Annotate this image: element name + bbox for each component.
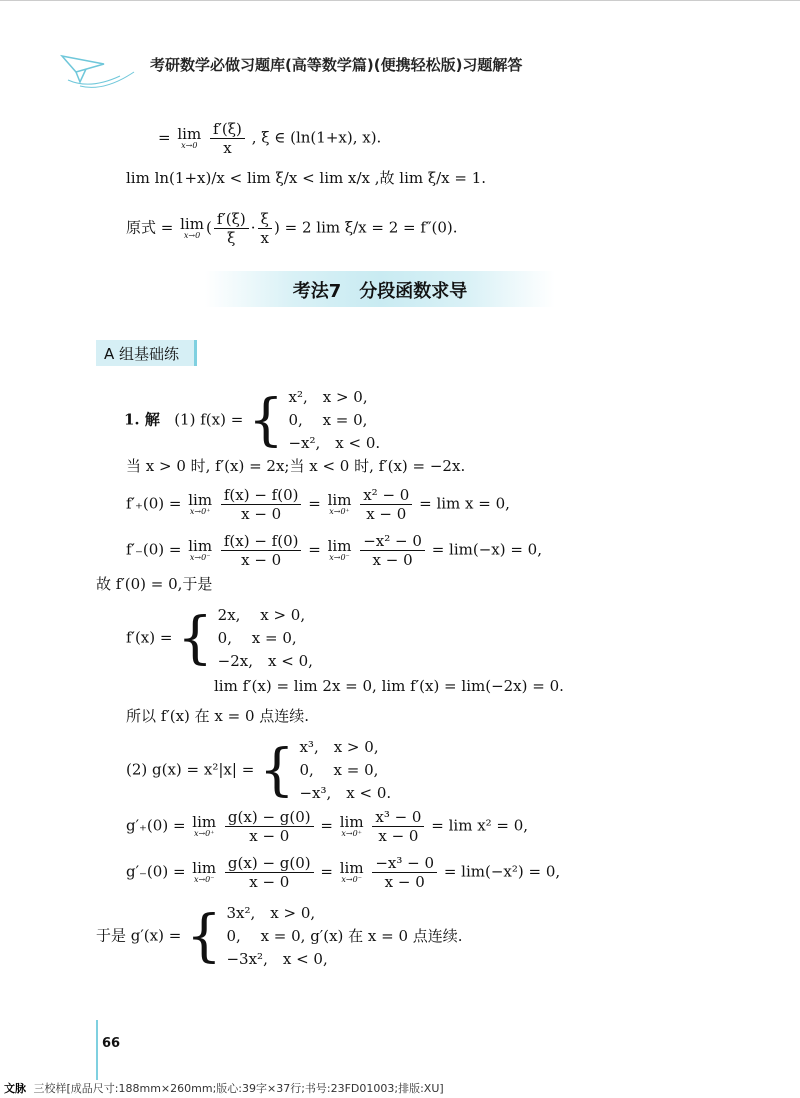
- page-number-bar: [96, 1020, 98, 1080]
- equation-line-3: 原式 = lim x→0 ( $\frac{f'(\xi)}{\xi}$ · $\frac{\xi}{x}$ ) = 2 lim ξ/x = 2 = f″(0).: [126, 210, 458, 247]
- part1-definition: [124, 386, 380, 455]
- subsection-title: A 组基础练: [104, 345, 180, 363]
- inequality-chain: lim ln(1+x)/x < lim ξ/x < lim x/x ,故 lim ξ/x = 1.: [126, 169, 487, 187]
- left-derivative-g: g′₋(0) = lim x→0⁻ $\frac{g(x) - g(0)}{x - 0}$ = lim x→0⁻ $\frac{\text{−x³ − 0}}{x - 0}$ = lim(−x²) = 0,: [126, 854, 561, 891]
- equation-line-1: [158, 120, 381, 157]
- footer-info: 三校样[成品尺寸:188mm×260mm;版心:39字×37行;书号:23FD01003;排版:XU]: [33, 1082, 444, 1095]
- fprime-definition: f′(x) = { 2x, x > 0, 0, x = 0, −2x, x < 0,: [126, 605, 313, 671]
- fraction: $\frac{f'(\xi)}{x}$: [210, 120, 245, 157]
- running-header: [60, 50, 760, 90]
- page-number: 66: [102, 1036, 121, 1051]
- left-derivative-f: f′₋(0) = lim x→0⁻ $\frac{f(x) - f(0)}{x - 0}$ = lim x→0⁻ $\frac{\text{−x² − 0}}{x - 0}$ = lim(−x) = 0,: [126, 532, 542, 569]
- section-title: 考法7 分段函数求导: [292, 281, 468, 302]
- case-row: 0, x = 0,: [288, 411, 368, 429]
- derivative-cases-text: 当 x > 0 时, f′(x) = 2x;当 x < 0 时, f′(x) = −2x.: [126, 457, 466, 475]
- subsection-tag: [96, 340, 197, 366]
- gprime-definition: 于是 g′(x) = { 3x², x > 0, 0, x = 0, g′(x) 在 x = 0 点连续. −3x², x < 0,: [96, 903, 463, 969]
- header-title: 考研数学必做习题库(高等数学篇)(便携轻松版)习题解答: [150, 56, 523, 74]
- part2-definition: (2) g(x) = x²|x| = { x³, x > 0, 0, x = 0, −x³, x < 0.: [126, 737, 392, 803]
- equation-tail: = 2 lim ξ/x = 2 = f″(0).: [284, 218, 458, 237]
- solution-label: 1. 解: [124, 410, 160, 429]
- case-row: −x², x < 0.: [288, 434, 381, 452]
- original-expression-label: 原式: [126, 218, 157, 237]
- paper-plane-icon: [60, 50, 140, 90]
- conclusion-line-1: 故 f′(0) = 0,于是: [96, 575, 213, 593]
- equation-line-2: [126, 168, 486, 188]
- function-def: (1) f(x) =: [174, 410, 244, 429]
- limit-operator: lim x→0: [177, 124, 202, 150]
- footer-brand: 文脉: [4, 1082, 26, 1095]
- right-derivative-f: f′₊(0) = lim x→0⁺ $\frac{f(x) - f(0)}{x - 0}$ = lim x→0⁺ $\frac{\text{x² − 0}}{x - 0}$ = lim x = 0,: [126, 486, 510, 523]
- equation-tail: , ξ ∈ (ln(1+x), x).: [251, 128, 382, 147]
- right-derivative-g: g′₊(0) = lim x→0⁺ $\frac{g(x) - g(0)}{x - 0}$ = lim x→0⁺ $\frac{\text{x³ − 0}}{x - 0}$ = lim x² = 0,: [126, 808, 529, 845]
- print-footer: [4, 1080, 444, 1096]
- case-row: x², x > 0,: [288, 388, 368, 406]
- piecewise-cases: [288, 386, 380, 455]
- page-top-rule: [0, 0, 800, 1]
- continuity-statement-1: 所以 f′(x) 在 x = 0 点连续.: [126, 707, 310, 725]
- brace: {: [248, 387, 284, 453]
- eq-sign: =: [158, 128, 171, 147]
- one-sided-limits: lim f′(x) = lim 2x = 0, lim f′(x) = lim(−2x) = 0.: [214, 677, 564, 695]
- section-banner: [205, 271, 555, 307]
